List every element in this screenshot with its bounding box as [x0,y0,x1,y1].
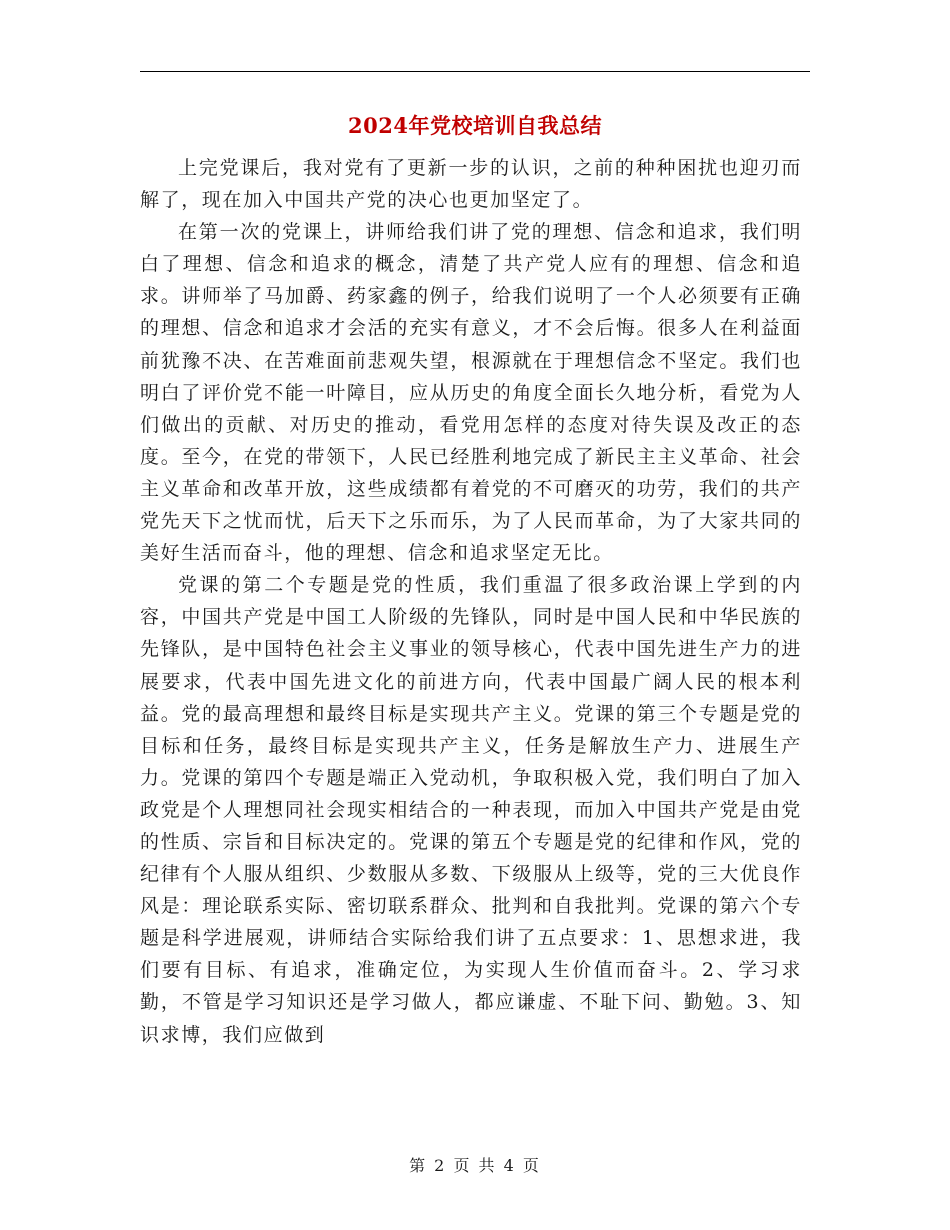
paragraph-2: 在第一次的党课上，讲师给我们讲了党的理想、信念和追求，我们明白了理想、信念和追求的概念，清楚了共产党人应有的理想、信念和追求。讲师举了马加爵、药家鑫的例子，给我们说明了一个人必须要有正确的理想、信念和追求才会活的充实有意义，才不会后悔。很多人在利益面前犹豫不决、在苦难面前悲观失望，根源就在于理想信念不坚定。我们也明白了评价党不能一叶障目，应从历史的角度全面长久地分析，看党为人们做出的贡献、对历史的推动，看党用怎样的态度对待失误及改正的态度。至今，在党的带领下，人民已经胜利地完成了新民主主义革命、社会主义革命和改革开放，这些成绩都有着党的不可磨灭的功劳，我们的共产党先天下之忧而忧，后天下之乐而乐，为了人民而革命，为了大家共同的美好生活而奋斗，他的理想、信念和追求坚定无比。 [140,221,802,565]
document-title: 2024年党校培训自我总结 [348,113,602,138]
paragraph-1: 上完党课后，我对党有了更新一步的认识，之前的种种困扰也迎刃而解了，现在加入中国共产党的决心也更加坚定了。 [140,157,802,212]
document-body [140,152,802,1051]
header-rule [140,71,810,72]
page-number: 第 2 页 共 4 页 [409,1156,541,1175]
paragraph-3: 党课的第二个专题是党的性质，我们重温了很多政治课上学到的内容，中国共产党是中国工人阶级的先锋队，同时是中国人民和中华民族的先锋队，是中国特色社会主义事业的领导核心，代表中国先进生产力的进展要求，代表中国先进文化的前进方向，代表中国最广阔人民的根本利益。党的最高理想和最终目标是实现共产主义。党课的第三个专题是党的目标和任务，最终目标是实现共产主义，任务是解放生产力、进展生产力。党课的第四个专题是端正入党动机，争取积极入党，我们明白了加入政党是个人理想同社会现实相结合的一种表现，而加入中国共产党是由党的性质、宗旨和目标决定的。党课的第五个专题是党的纪律和作风，党的纪律有个人服从组织、少数服从多数、下级服从上级等，党的三大优良作风是：理论联系实际、密切联系群众、批判和自我批判。党课的第六个专题是科学进展观，讲师结合实际给我们讲了五点要求：1、思想求进，我们要有目标、有追求，准确定位，为实现人生价值而奋斗。2、学习求勤，不管是学习知识还是学习做人，都应谦虚、不耻下问、勤勉。3、知识求博，我们应做到 [140,574,802,1046]
